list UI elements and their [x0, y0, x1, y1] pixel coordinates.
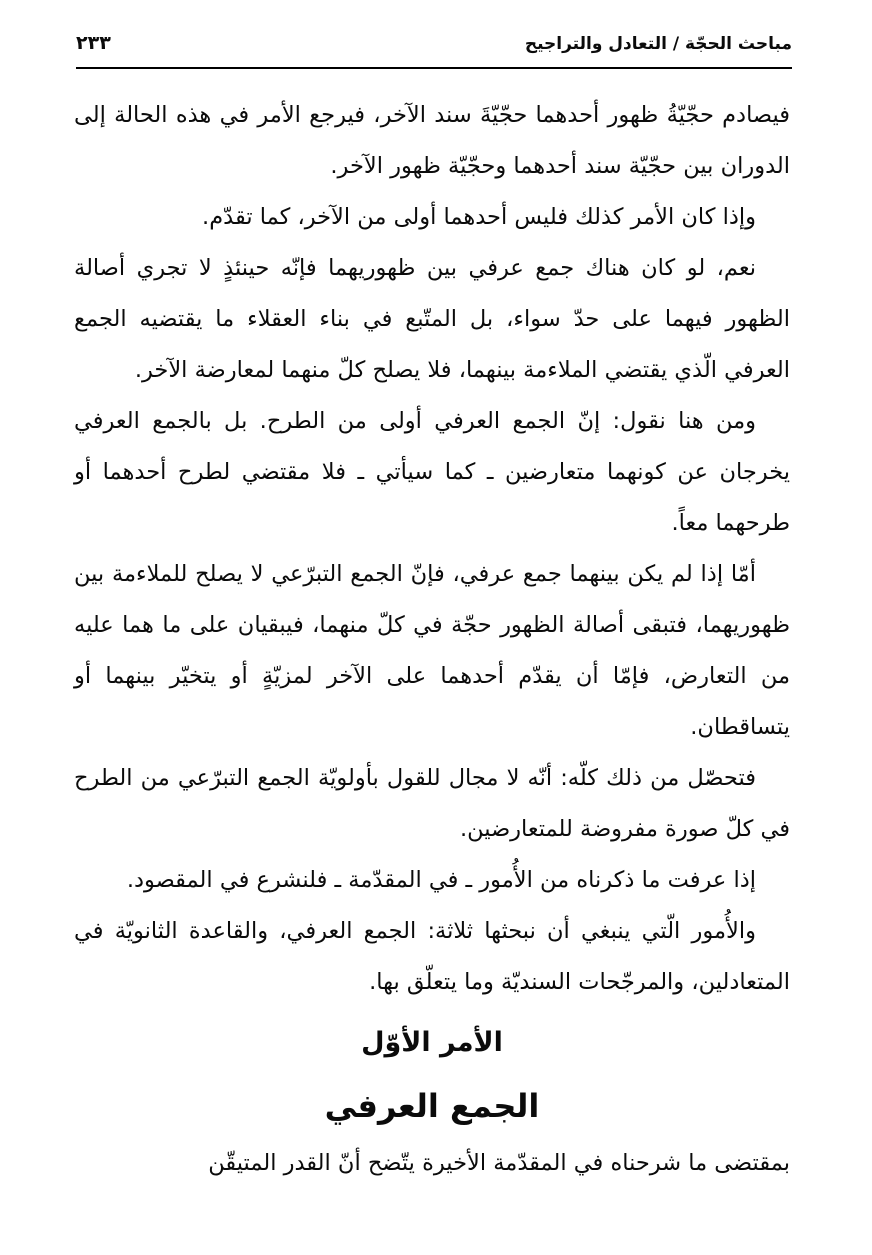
page-number: ٢٣٣: [76, 32, 111, 54]
running-head: مباحث الحجّة / التعادل والتراجيح: [524, 34, 792, 54]
page-body: [74, 90, 790, 1189]
paragraph: نعم، لو كان هناك جمع عرفي بين ظهوريهما فإنّه حينئذٍ لا تجري أصالة الظهور فيهما على حدّ سواء، بل المتّبع في بناء العقلاء ما يقتضيه الجمع العرفي الّذي يقتضي الملاءمة بينهما، فلا يصلح كلّ منهما لمعارضة الآخر.: [74, 255, 790, 383]
paragraph: والأُمور الّتي ينبغي أن نبحثها ثلاثة: الجمع العرفي، والقاعدة الثانويّة في المتعادلين، والمرجّحات السنديّة وما يتعلّق بها.: [74, 918, 790, 995]
paragraph: وإذا كان الأمر كذلك فليس أحدهما أولى من الآخر، كما تقدّم.: [202, 204, 756, 230]
paragraph: أمّا إذا لم يكن بينهما جمع عرفي، فإنّ الجمع التبرّعي لا يصلح للملاءمة بين ظهوريهما، فتبقى أصالة الظهور حجّة في كلّ منهما، فيبقيان على ما هما عليه من التعارض، فإمّا أن يقدّم أحدهما على الآخر لمزيّةٍ أو يتخيّر بينهما أو يتساقطان.: [74, 561, 790, 740]
page-header: [76, 28, 792, 68]
paragraph: فيصادم حجّيّةُ ظهور أحدهما حجّيّةَ سند الآخر، فيرجع الأمر في هذه الحالة إلى الدوران بين حجّيّة سند أحدهما وحجّيّة ظهور الآخر.: [74, 102, 790, 179]
paragraph: بمقتضى ما شرحناه في المقدّمة الأخيرة يتّضح أنّ القدر المتيقّن: [208, 1150, 790, 1176]
paragraph: إذا عرفت ما ذكرناه من الأُمور ـ في المقدّمة ـ فلنشرع في المقصود.: [126, 867, 756, 893]
paragraph: ومن هنا نقول: إنّ الجمع العرفي أولى من الطرح. بل بالجمع العرفي يخرجان عن كونهما متعارضين ـ كما سيأتي ـ فلا مقتضي لطرح أحدهما أو طرحهما معاً.: [74, 408, 790, 536]
paragraph: فتحصّل من ذلك كلّه: أنّه لا مجال للقول بأولويّة الجمع التبرّعي من الطرح في كلّ صورة مفروضة للمتعارضين.: [74, 765, 790, 842]
section-heading: الأمر الأوّل: [361, 1027, 503, 1058]
header-rule: [76, 67, 792, 69]
section-title: الجمع العرفي: [324, 1087, 540, 1125]
